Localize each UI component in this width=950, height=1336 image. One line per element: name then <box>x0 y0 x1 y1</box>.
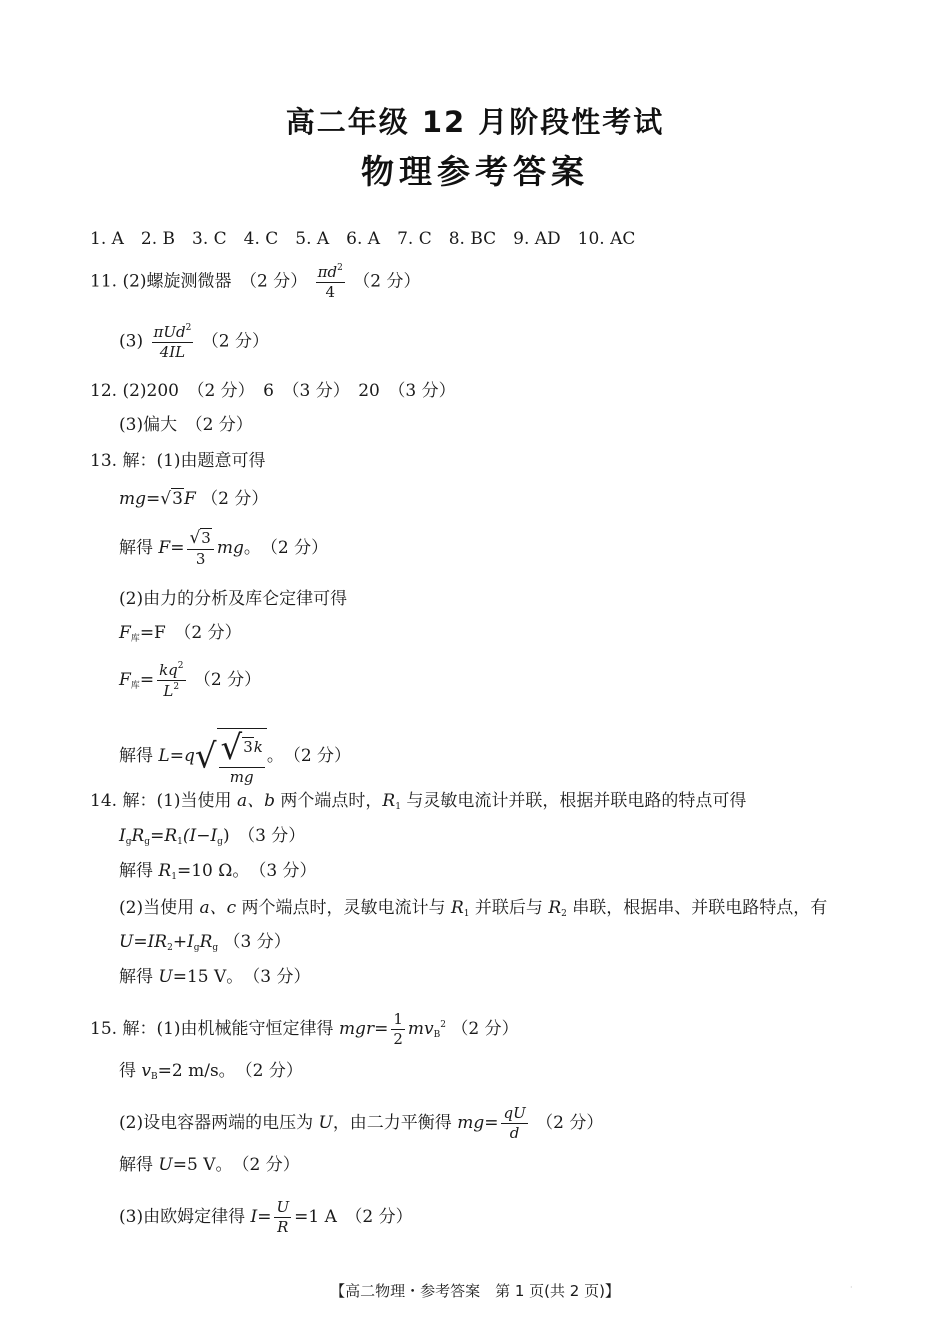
q15-head: 15. 解：(1)由机械能守恒定律得 mgr= $\frac{1}{2}$ $mv_B^2$ （2 分） <box>90 1010 519 1048</box>
q11-fraction-2: $\frac{\pi Ud^2}{4IL}$ <box>153 323 192 361</box>
q14-part2: (2)当使用 a、c 两个端点时，灵敏电流计与 $R_1$ 并联后与 $R_2$ 串联，根据串、并联电路特点，有 <box>119 898 828 919</box>
q14-head: 14. 解：(1)当使用 a、b 两个端点时，$R_1$ 与灵敏电流计并联，根据并联电路的特点可得 <box>90 791 747 812</box>
q13-eq1: mg=√3F （2 分） <box>119 489 269 509</box>
q12-line1: 12. (2)200 （2 分） 6 （3 分） 20 （3 分） <box>90 381 456 401</box>
answer-title: 物理参考答案 <box>361 152 589 191</box>
q15-part3: (3)由欧姆定律得 I= $\frac{U}{R}$ =1 A （2 分） <box>119 1198 413 1236</box>
q14-eq2: 解得 $R_1=10$ Ω。 （3 分） <box>119 861 317 882</box>
q11-line2: (3) $\frac{\pi Ud^2}{4IL}$ （2 分） <box>119 323 269 361</box>
q11-label: 11. (2)螺旋测微器 （2 分） <box>90 271 308 292</box>
q15-part2: (2)设电容器两端的电压为 U，由二力平衡得 mg= $\frac{qU}{d}$ （2 分） <box>119 1104 604 1142</box>
q11-line1 <box>90 264 421 300</box>
q14-eq1: $I_gR_g=R_1(I-I_g)$ （3 分） <box>119 826 306 847</box>
q14-eq4: 解得 U=15 V。 （3 分） <box>119 967 311 987</box>
q13-eq5: 解得 L=q√ $\frac{√3k}{mg}$ 。 （2 分） <box>119 728 352 786</box>
exam-title: 高二年级 12 月阶段性考试 <box>285 105 665 139</box>
q14-eq3: $U=IR_2+I_gR_g$ （3 分） <box>119 932 291 953</box>
q15-fraction-ohm: $\frac{U}{R}$ <box>276 1198 290 1236</box>
q15-fraction-qud: $\frac{qU}{d}$ <box>503 1104 526 1142</box>
q15-eq3: 解得 U=5 V。 （2 分） <box>119 1155 300 1175</box>
q11-fraction-1: $\frac{\pi d^2}{4}$ <box>317 263 343 301</box>
q12-line2: (3)偏大 （2 分） <box>119 415 253 435</box>
q11-score1: （2 分） <box>353 271 421 292</box>
corner-mark: · <box>850 1283 853 1292</box>
choice-answers: 1. A 2. B 3. C 4. C 5. A 6. A 7. C 8. BC 9. AD 10. AC <box>90 229 636 249</box>
q13-head: 13. 解：(1)由题意可得 <box>90 451 266 471</box>
page-footer: 【高二物理・参考答案 第 1 页(共 2 页)】 <box>330 1282 620 1300</box>
q11-score2: （2 分） <box>201 331 269 352</box>
q15-eq2: 得 $v_B=2$ m/s。 （2 分） <box>119 1061 303 1082</box>
q13-eq3: $F_库=F$ （2 分） <box>119 623 242 644</box>
q13-eq2: 解得 F= $\frac{√3}{3}$ mg。 （2 分） <box>119 528 329 568</box>
q13-sqrt-fraction: √ $\frac{√3k}{mg}$ <box>195 728 267 785</box>
q13-fraction-f: $\frac{√3}{3}$ <box>187 530 213 567</box>
q13-part2: (2)由力的分析及库仑定律可得 <box>119 589 348 609</box>
q13-eq4: $F_库=$ $\frac{kq^2}{L^2}$ （2 分） <box>119 661 262 700</box>
q15-fraction-half: $\frac{1}{2}$ <box>393 1010 403 1048</box>
q13-fraction-coulomb: $\frac{kq^2}{L^2}$ <box>159 661 184 700</box>
